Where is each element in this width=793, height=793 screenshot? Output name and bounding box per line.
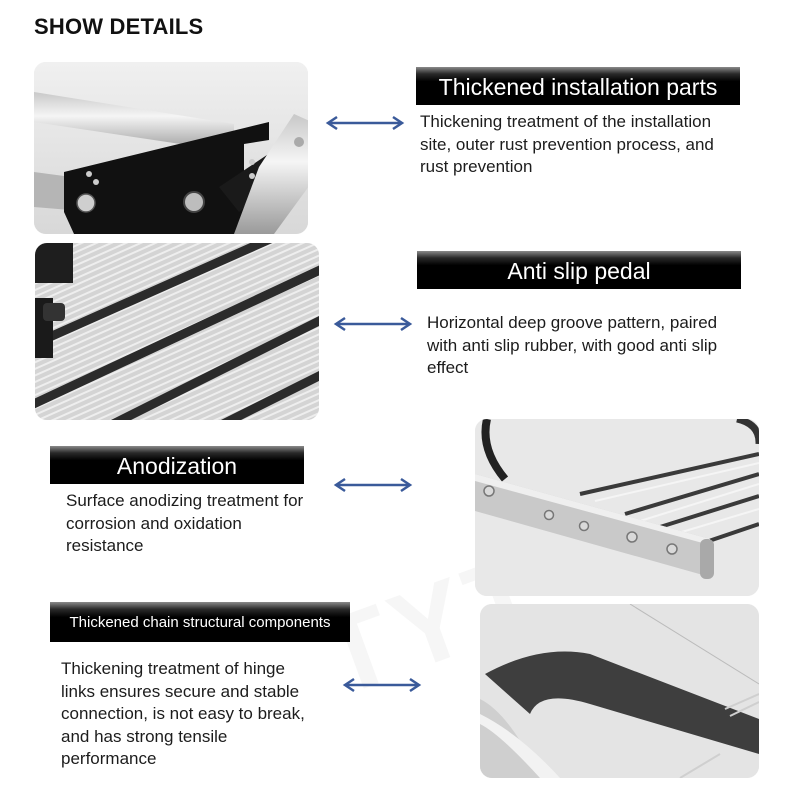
- section-description-anti-slip-pedal: Horizontal deep groove pattern, paired with anti slip rubber, with good anti slip effect: [427, 313, 718, 377]
- section-title-anodization: Anodization: [50, 446, 304, 484]
- hinge-bracket-illustration: [34, 62, 308, 234]
- photo-chain-components: [480, 604, 759, 778]
- double-arrow-icon: [342, 677, 422, 693]
- photo-installation-parts: [34, 62, 308, 234]
- page-title: SHOW DETAILS: [34, 14, 204, 39]
- section-title-installation-parts: Thickened installation parts: [416, 67, 740, 105]
- photo-anti-slip-pedal: [35, 243, 319, 420]
- double-arrow-icon: [333, 316, 413, 332]
- section-title-chain-components: Thickened chain structural components: [50, 602, 350, 642]
- double-arrow-icon: [325, 115, 405, 131]
- photo-anodization: [475, 419, 759, 596]
- grooved-pedal-illustration: [35, 243, 319, 420]
- section-title-anti-slip-pedal: Anti slip pedal: [417, 251, 741, 289]
- anodized-rail-illustration: [475, 419, 759, 596]
- section-description-anodization: Surface anodizing treatment for corrosion and oxidation resistance: [66, 491, 304, 555]
- section-description-installation-parts: Thickening treatment of the installation site, outer rust prevention process, and rust prevention: [420, 112, 714, 176]
- hinge-link-illustration: [480, 604, 759, 778]
- double-arrow-icon: [333, 477, 413, 493]
- section-description-chain-components: Thickening treatment of hinge links ensures secure and stable connection, is not easy to break, and has strong tensile performance: [61, 659, 305, 768]
